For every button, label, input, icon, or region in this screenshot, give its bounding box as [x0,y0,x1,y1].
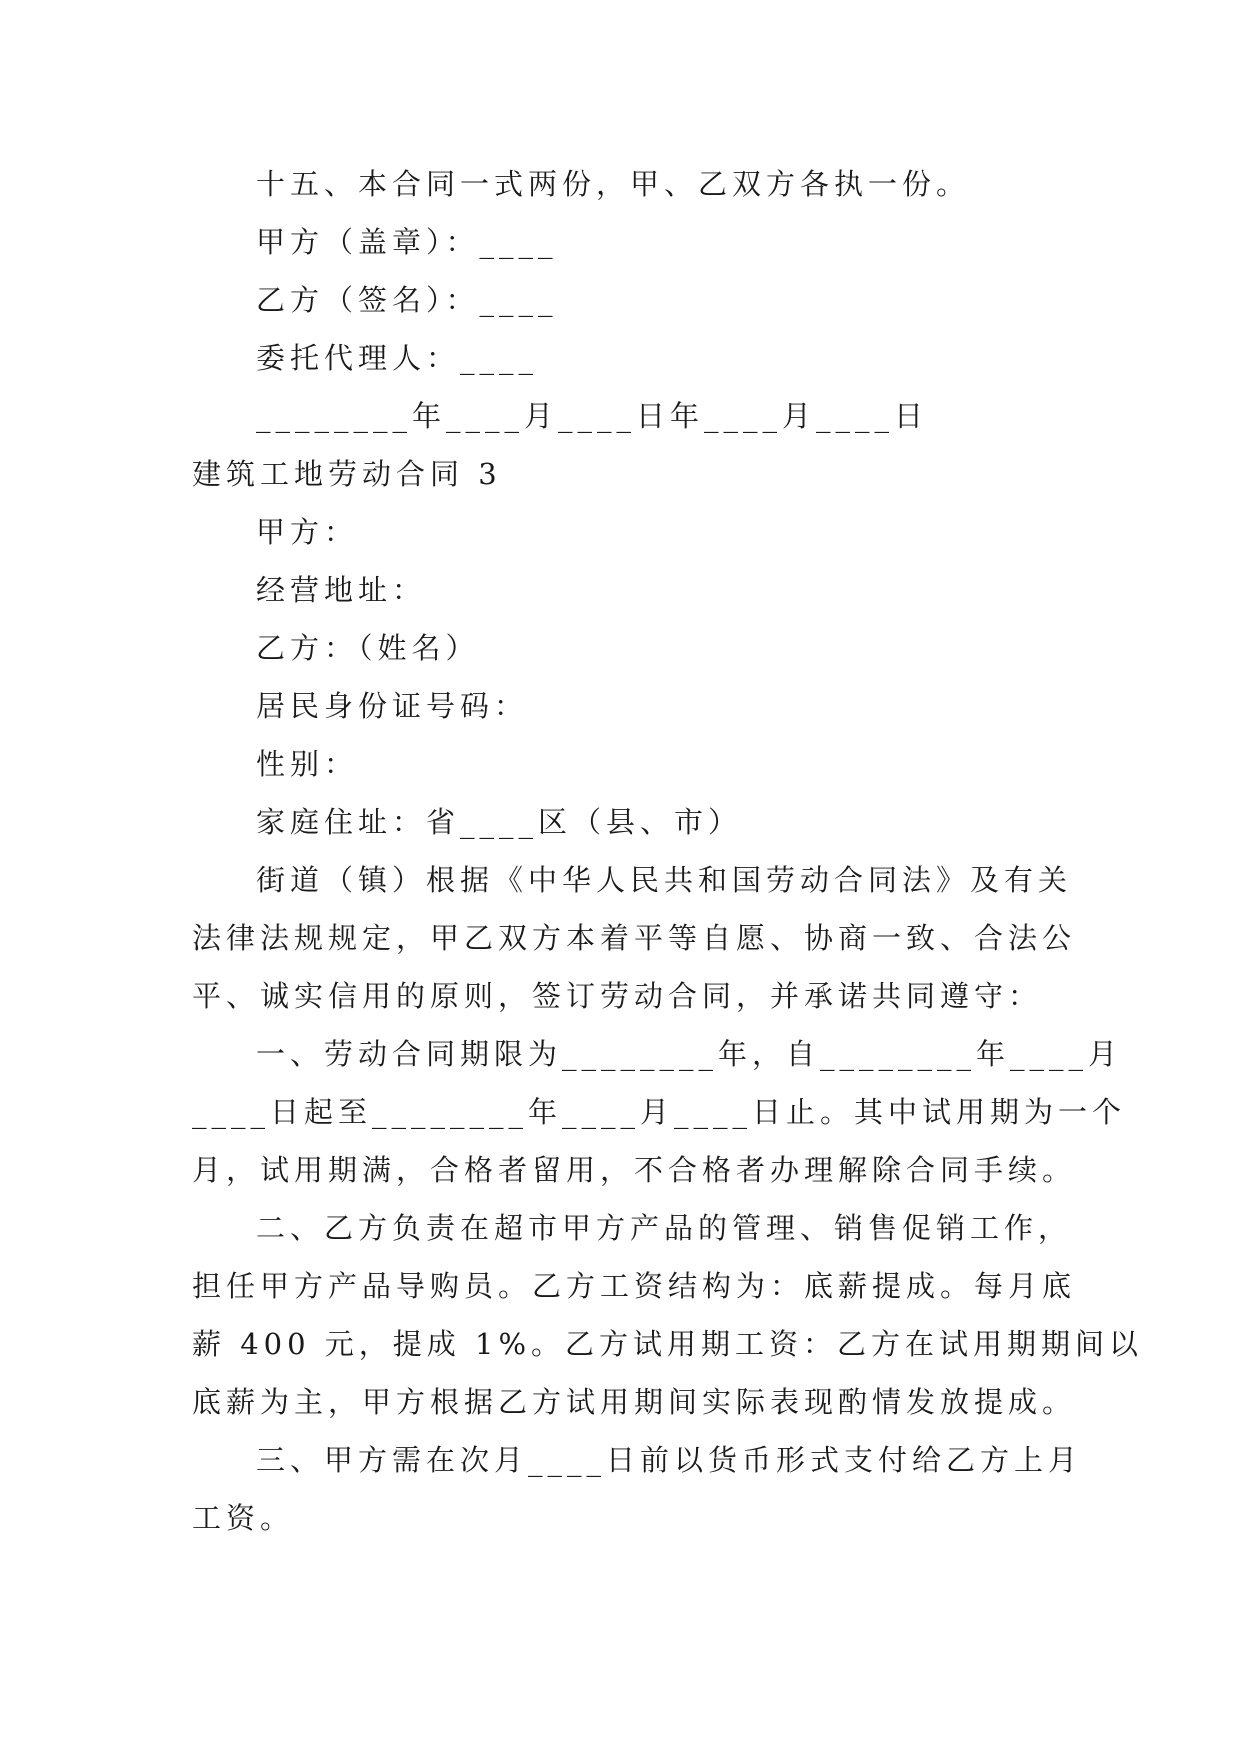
clause-2-line: 底薪为主，甲方根据乙方试用期间实际表现酌情发放提成。 [192,1385,1077,1419]
document-title: 建筑工地劳动合同 3 [192,457,502,491]
clause-1-line: ____日起至________年____月____日止。其中试用期为一个 [192,1095,1127,1129]
party-a-label: 甲方： [256,515,359,549]
preamble-line: 平、诚实信用的原则，签订劳动合同，并承诺共同遵守： [192,979,1043,1013]
preamble-line: 街道（镇）根据《中华人民共和国劳动合同法》及有关 [256,863,1073,897]
date-line: ________年____月____日年____月____日 [256,399,929,433]
party-b-sign: 乙方（签名）：____ [256,283,558,317]
gender-label: 性别： [256,747,359,781]
id-number-label: 居民身份证号码： [256,689,529,723]
clause-2-line: 薪 400 元，提成 1%。乙方试用期工资：乙方在试用期期间以 [192,1327,1144,1361]
clause-2-line: 担任甲方产品导购员。乙方工资结构为：底薪提成。每月底 [192,1269,1077,1303]
business-address-label: 经营地址： [256,573,427,607]
preamble-line: 法律法规规定，甲乙双方本着平等自愿、协商一致、合法公 [192,921,1077,955]
party-b-label: 乙方：（姓名） [256,631,480,665]
clause-15: 十五、本合同一式两份，甲、乙双方各执一份。 [256,167,971,201]
clause-1-line: 月，试用期满，合格者留用，不合格者办理解除合同手续。 [192,1153,1077,1187]
clause-2-line: 二、乙方负责在超市甲方产品的管理、销售促销工作， [256,1211,1073,1245]
home-address-label: 家庭住址：省____区（县、市） [256,805,743,839]
clause-3-line: 工资。 [192,1501,295,1535]
agent-line: 委托代理人：____ [256,341,539,375]
clause-1-line: 一、劳动合同期限为________年，自________年____月 [256,1037,1123,1071]
party-a-seal: 甲方（盖章）：____ [256,225,558,259]
clause-3-line: 三、甲方需在次月____日前以货币形式支付给乙方上月 [256,1443,1083,1477]
